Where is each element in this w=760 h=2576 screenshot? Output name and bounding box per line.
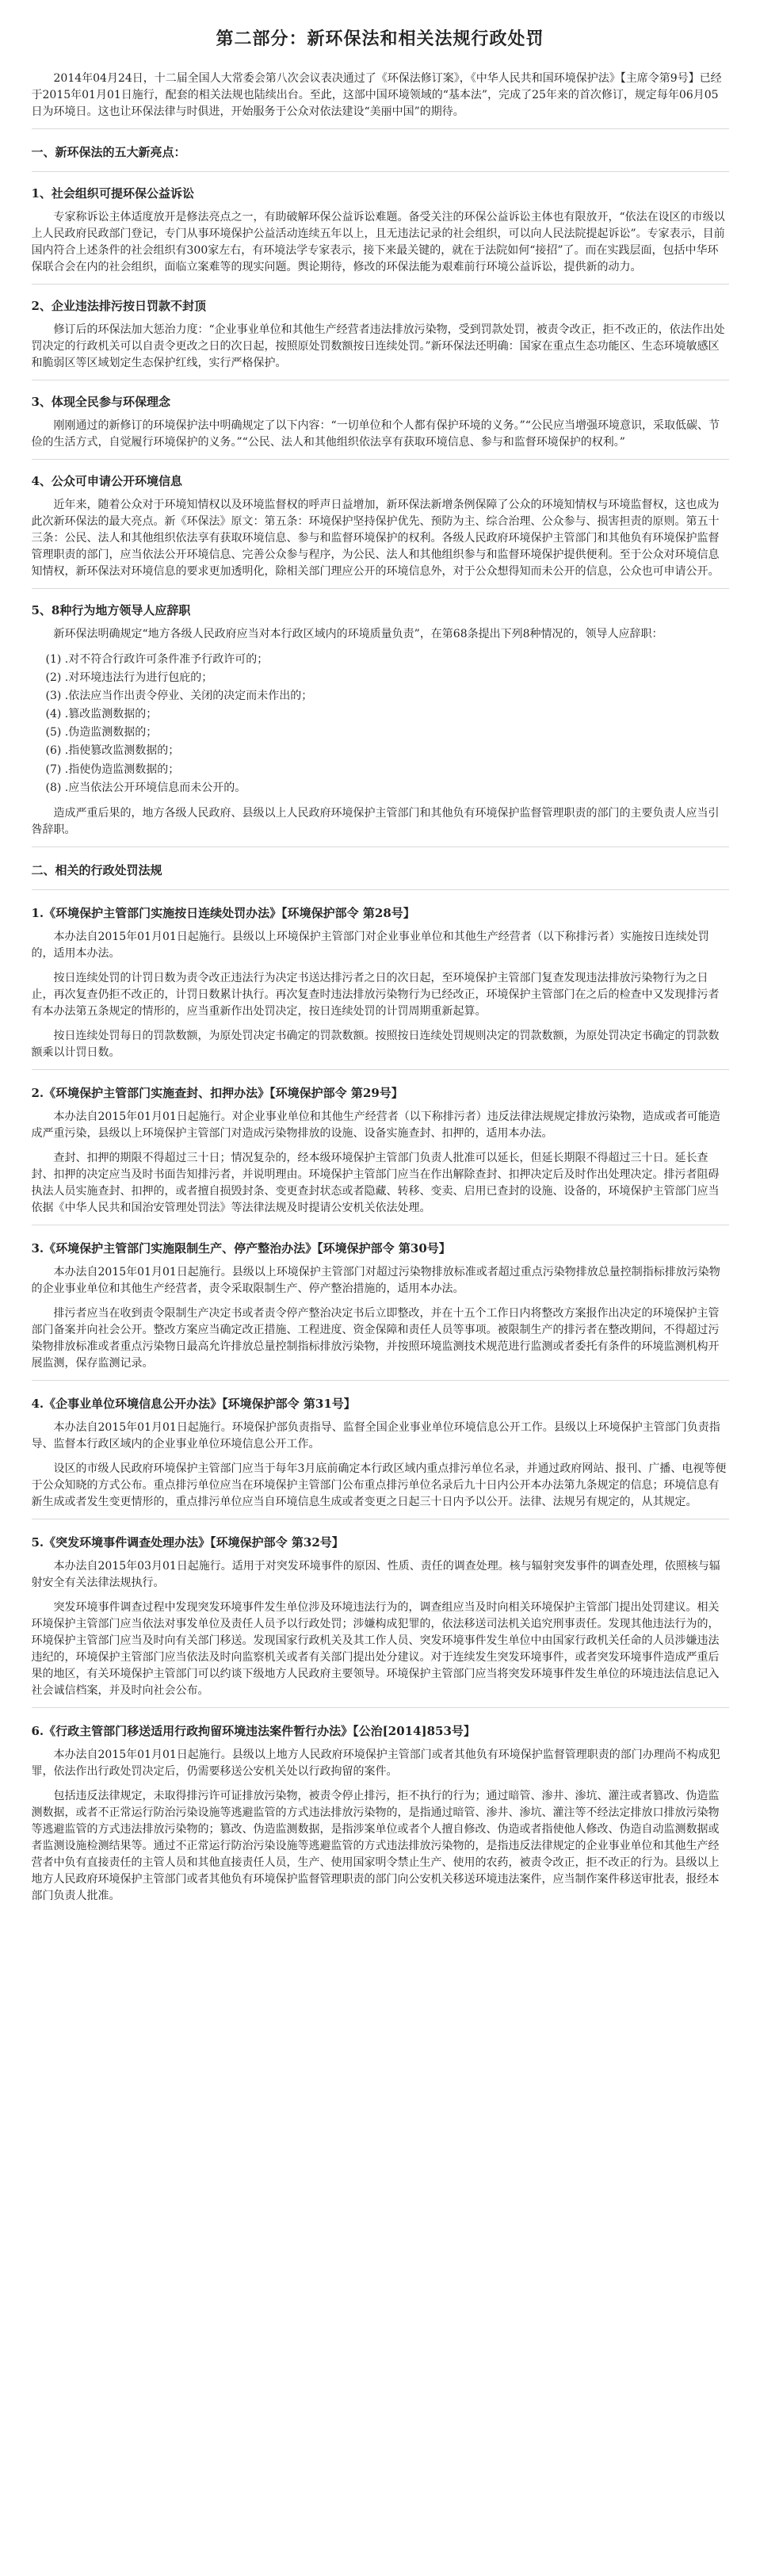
divider	[32, 171, 729, 172]
section-paragraph: 造成严重后果的，地方各级人民政府、县级以上人民政府环境保护主管部门和其他负有环境保护监督管理职责的部门的主要负责人应当引咎辞职。	[31, 806, 720, 836]
list-item: (4) .篡改监测数据的；	[45, 708, 158, 721]
divider	[32, 459, 729, 460]
regulation-paragraph: 按日连续处罚每日的罚款数额，为原处罚决定书确定的罚款数额。按照按日连续处罚规则决定的罚款数额，为原处罚决定书确定的罚款数额乘以计罚日数。	[31, 1029, 720, 1059]
list-item: (5) .伪造监测数据的；	[45, 726, 158, 740]
regulation-paragraph: 本办法自2015年01月01日起施行。对企业事业单位和其他生产经营者（以下称排污者）违反法律法规规定排放污染物，造成或者可能造成严重污染，县级以上环境保护主管部门对造成污染物排放的设施、设备实施查封、扣押的，适用本办法。	[31, 1110, 720, 1140]
divider	[32, 128, 729, 129]
regulation-paragraph: 本办法自2015年01月01日起施行。县级以上地方人民政府环境保护主管部门或者其他负有环境保护监督管理职责的部门办理尚不构成犯罪，依法作出行政处罚决定后，仍需要移送公安机关处以行政拘留的案件。	[31, 1748, 720, 1778]
list-item: (2) .对环境违法行为进行包庇的；	[45, 671, 213, 685]
list-item: (1) .对不符合行政许可条件准予行政许可的；	[45, 653, 269, 666]
list-item: (7) .指使伪造监测数据的；	[45, 762, 180, 776]
section-paragraph: 专家称诉讼主体适度放开是修法亮点之一，有助破解环保公益诉讼难题。备受关注的环保公益诉讼主体也有限放开，“依法在设区的市级以上人民政府民政部门登记，专门从事环境保护公益活动连续五年以上，且无违法记录的社会组织，可以向人民法院提起诉讼”。专家表示，目前国内符合上述条件的社会组织有300家左右，有环境法学专家表示，接下来最关键的，就在于法院如何“接招”了。而在实践层面，包括中华环保联合会在内的社会组织，面临立案难等的现实问题。舆论期待，修改的环保法能为艰难前行环境公益诉讼，提供新的动力。	[31, 211, 725, 273]
page-title: 第二部分：新环保法和相关法规行政处罚	[216, 29, 544, 49]
list-item: (8) .应当依法公开环境信息而未公开的。	[45, 781, 246, 794]
regulation-paragraph: 突发环境事件调查过程中发现突发环境事件发生单位涉及环境违法行为的，调查组应当及时向相关环境保护主管部门提出处罚建议。相关环境保护主管部门应当依法对事发单位及责任人员予以行政处罚；涉嫌构成犯罪的，依法移送司法机关追究刑事责任。发现其他违法行为的，环境保护主管部门应当及时向有关部门移送。发现国家行政机关及其工作人员、突发环境事件发生单位中由国家行政机关任命的人员涉嫌违法违纪的，环境保护主管部门应当依法及时向监察机关或者有关部门提出处分建议。对于连续发生突发环境事件，或者突发环境事件造成严重后果的地区，有关环境保护主管部门可以约谈下级地方人民政府主要领导。环境保护主管部门应当将突发环境事件发生单位的环境违法信息记入社会诚信档案，并及时向社会公布。	[31, 1600, 720, 1697]
divider	[32, 1707, 729, 1708]
regulation-paragraph: 包括违反法律规定，未取得排污许可证排放污染物，被责令停止排污，拒不执行的行为；通过暗管、渗井、渗坑、灌注或者篡改、伪造监测数据，或者不正常运行防治污染设施等逃避监管的方式违法排放污染物的，是指通过暗管、渗井、渗坑、灌注等不经法定排放口排放污染物等逃避监管的方式违法排放污染物的；篡改、伪造监测数据，是指涉案单位或者个人擅自修改、伪造或者指使他人修改、伪造自动监测数据或者监测设施检测结果等。通过不正常运行防治污染设施等逃避监管的方式违法排放污染物的，是指违反法律规定的企业事业单位和其他生产经营者中负有直接责任的主管人员和其他直接责任人员，生产、使用国家明令禁止生产、使用的农药，被责令改正，拒不改正的行为。县级以上地方人民政府环境保护主管部门或者其他负有环境保护监督管理职责的部门向公安机关移送环境违法案件，应当制作案件移送审批表，报经本部门负责人批准。	[31, 1789, 720, 1902]
section-heading: 5、8种行为地方领导人应辞职	[31, 603, 191, 617]
regulation-paragraph: 设区的市级人民政府环境保护主管部门应当于每年3月底前确定本行政区域内重点排污单位名录，并通过政府网站、报刊、广播、电视等便于公众知晓的方式公布。重点排污单位应当在环境保护主管部门公布重点排污单位名录后九十日内公开本办法第九条规定的信息；环境信息有新生成或者发生变更情形的，重点排污单位应当自环境信息生成或者变更之日起三十日内予以公开。法律、法规另有规定的，从其规定。	[31, 1462, 727, 1508]
section-paragraph: 新环保法明确规定“地方各级人民政府应当对本行政区域内的环境质量负责”，在第68条提出下列8种情况的，领导人应辞职：	[53, 628, 663, 640]
regulation-paragraph: 本办法自2015年03月01日起施行。适用于对突发环境事件的原因、性质、责任的调查处理。核与辐射突发事件的调查处理，依照核与辐射安全有关法律法规执行。	[31, 1559, 720, 1589]
part2-heading: 二、相关的行政处罚法规	[31, 862, 162, 877]
resignation-list	[46, 651, 729, 797]
divider	[32, 1069, 729, 1070]
divider	[32, 284, 729, 285]
section-heading: 4、公众可申请公开环境信息	[31, 474, 182, 488]
regulation-title: 3.《环境保护主管部门实施限制生产、停产整治办法》【环境保护部令 第30号】	[31, 1240, 451, 1256]
section-heading: 1、社会组织可提环保公益诉讼	[31, 186, 194, 201]
list-item: (6) .指使篡改监测数据的；	[45, 744, 180, 758]
divider	[32, 1380, 729, 1381]
divider	[32, 588, 729, 589]
part1-heading: 一、新环保法的五大新亮点：	[31, 145, 186, 159]
document-page	[32, 0, 729, 1928]
list-item: (3) .依法应当作出责令停业、关闭的决定而未作出的；	[45, 690, 313, 703]
section-heading: 3、体现全民参与环保理念	[31, 395, 170, 409]
regulation-paragraph: 本办法自2015年01月01日起施行。县级以上环境保护主管部门对超过污染物排放标准或者超过重点污染物排放总量控制指标排放污染物的企业事业单位和其他生产经营者，责令采取限制生产、停产整治措施的，适用本办法。	[31, 1265, 720, 1295]
section-paragraph: 近年来，随着公众对于环境知情权以及环境监督权的呼声日益增加，新环保法新增条例保障了公众的环境知情权与环境监督权，这也成为此次新环保法的最大亮点。新《环保法》原文：第五条：环境保护坚持保护优先、预防为主、综合治理、公众参与、损害担责的原则。第五十三条：公民、法人和其他组织依法享有获取环境信息、参与和监督环境保护的权利。各级人民政府环境保护主管部门和其他负有环境保护监督管理职责的部门，应当依法公开环境信息、完善公众参与程序，为公民、法人和其他组织参与和监督环境保护提供便利。至于公众对环境信息知情权，新环保法对环境信息的要求更加透明化，除相关部门理应公开的环境信息外，对于公众想得知而未公开的信息，公众也可申请公开。	[31, 499, 720, 578]
section-paragraph: 刚刚通过的新修订的环境保护法中明确规定了以下内容：“一切单位和个人都有保护环境的义务。”“公民应当增强环境意识，采取低碳、节俭的生活方式，自觉履行环境保护的义务。”“公民、法人和其他组织依法享有获取环境信息、参与和监督环境保护的权利。”	[31, 419, 720, 449]
regulation-title: 4.《企事业单位环境信息公开办法》【环境保护部令 第31号】	[31, 1396, 356, 1411]
divider	[32, 889, 729, 890]
regulation-title: 6.《行政主管部门移送适用行政拘留环境违法案件暂行办法》【公治[2014]853号】	[31, 1723, 475, 1738]
regulation-paragraph: 本办法自2015年01月01日起施行。环境保护部负责指导、监督全国企业事业单位环境信息公开工作。县级以上环境保护主管部门负责指导、监督本行政区域内的企业事业单位环境信息公开工作。	[31, 1420, 720, 1450]
regulation-paragraph: 排污者应当在收到责令限制生产决定书或者责令停产整治决定书后立即整改，并在十五个工作日内将整改方案报作出决定的环境保护主管部门备案并向社会公开。整改方案应当确定改正措施、工程进度、资金保障和责任人员等事项。被限制生产的排污者在整改期间，不得超过污染物排放标准或者重点污染物日最高允许排放总量控制指标排放污染物，并按照环境监测技术规范进行监测或者委托有条件的环境监测机构开展监测，保存监测记录。	[31, 1306, 720, 1370]
regulation-paragraph: 查封、扣押的期限不得超过三十日；情况复杂的，经本级环境保护主管部门负责人批准可以延长，但延长期限不得超过三十日。延长查封、扣押的决定应当及时书面告知排污者，并说明理由。环境保护主管部门应当在作出解除查封、扣押决定后及时作出处理决定。排污者阻碍执法人员实施查封、扣押的，或者擅自损毁封条、变更查封状态或者隐藏、转移、变卖、启用已查封的设施、设备的，环境保护主管部门应当依据《中华人民共和国治安管理处罚法》等法律法规及时提请公安机关依法处理。	[31, 1151, 720, 1214]
regulation-title: 2.《环境保护主管部门实施查封、扣押办法》【环境保护部令 第29号】	[31, 1085, 403, 1100]
regulation-paragraph: 本办法自2015年01月01日起施行。县级以上环境保护主管部门对企业事业单位和其他生产经营者（以下称排污者）实施按日连续处罚的，适用本办法。	[31, 930, 709, 960]
intro-paragraph: 2014年04月24日，十二届全国人大常委会第八次会议表决通过了《环保法修订案》，《中华人民共和国环境保护法》【主席令第9号】已经于2015年01月01日施行，配套的相关法规也陆续出台。至此，这部中国环境领域的“基本法”，完成了25年来的首次修订，规定每年06月05日为环境日。这也让环保法律与时俱进，开始服务于公众对依法建设“美丽中国”的期待。	[31, 72, 722, 118]
regulation-title: 5.《突发环境事件调查处理办法》【环境保护部令 第32号】	[31, 1535, 344, 1550]
section-paragraph: 修订后的环保法加大惩治力度：“企业事业单位和其他生产经营者违法排放污染物，受到罚款处罚，被责令改正，拒不改正的，依法作出处罚决定的行政机关可以自责令更改之日的次日起，按照原处罚数额按日连续处罚。”新环保法还明确：国家在重点生态功能区、生态环境敏感区和脆弱区等区域划定生态保护红线，实行严格保护。	[31, 323, 725, 369]
section-heading: 2、企业违法排污按日罚款不封顶	[31, 299, 206, 313]
regulation-title: 1.《环境保护主管部门实施按日连续处罚办法》【环境保护部令 第28号】	[31, 905, 415, 920]
regulation-paragraph: 按日连续处罚的计罚日数为责令改正违法行为决定书送达排污者之日的次日起，至环境保护主管部门复查发现违法排放污染物行为之日止，再次复查仍拒不改正的，计罚日数累计执行。再次复查时违法排放污染物行为已经改正，环境保护主管部门在之后的检查中又发现排污者有本办法第五条规定的情形的，应当重新作出处罚决定，按日连续处罚的计罚周期重新起算。	[31, 971, 720, 1018]
